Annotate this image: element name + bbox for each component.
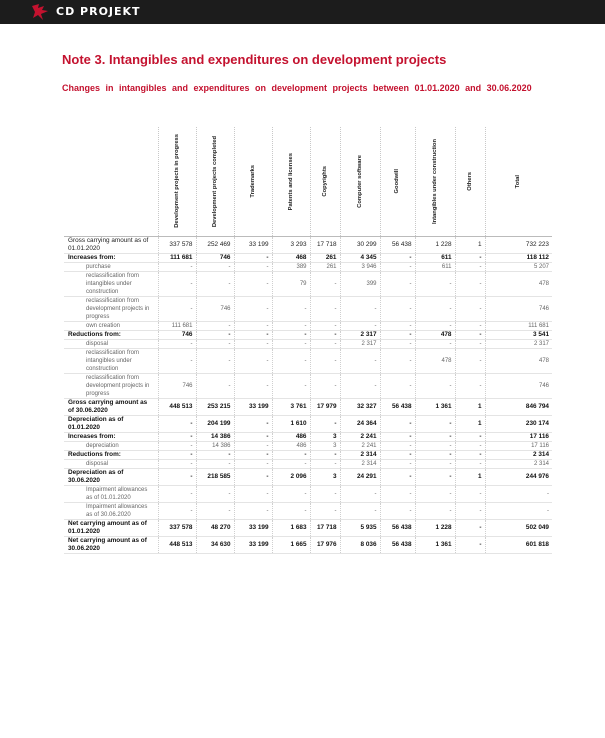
table-cell: - [455,536,485,553]
table-cell: 14 386 [196,432,234,441]
column-header [340,127,380,236]
table-cell: - [196,373,234,398]
table-cell: - [272,459,310,468]
table-cell: - [158,441,196,450]
table-cell: 24 364 [340,415,380,432]
table-cell: - [455,502,485,519]
table-cell: 1 [455,468,485,485]
table-cell: 17 976 [310,536,340,553]
table-cell: - [415,502,455,519]
column-header [196,127,234,236]
table-cell: 56 438 [380,519,415,536]
table-cell: 1 [455,236,485,253]
table-cell: - [380,321,415,330]
table-cell: 111 681 [485,321,552,330]
table-row [64,450,552,459]
table-cell: - [380,348,415,373]
table-cell: - [196,348,234,373]
table-cell: - [485,485,552,502]
table-cell: 5 935 [340,519,380,536]
table-cell: - [196,339,234,348]
table-cell: - [415,415,455,432]
table-cell: - [455,253,485,262]
table-cell: - [234,348,272,373]
table-cell: - [158,296,196,321]
table-cell: - [272,339,310,348]
column-header [272,127,310,236]
table-cell: 48 270 [196,519,234,536]
table-cell: - [310,502,340,519]
table-cell: - [158,502,196,519]
table-cell: - [485,502,552,519]
table-cell: - [272,330,310,339]
table-cell: - [415,296,455,321]
table-cell: - [380,415,415,432]
table-cell: - [158,450,196,459]
row-label: Increases from: [64,432,158,441]
table-cell: 3 [310,468,340,485]
table-cell: - [310,348,340,373]
table-row [64,373,552,398]
table-cell: 486 [272,441,310,450]
table-cell: - [340,502,380,519]
table-row [64,348,552,373]
table-cell: 3 946 [340,262,380,271]
table-row [64,502,552,519]
table-cell: - [310,415,340,432]
table-row [64,262,552,271]
table-cell: - [380,502,415,519]
table-cell: 448 513 [158,398,196,415]
row-label: Depreciation as of 01.01.2020 [64,415,158,432]
row-label: Net carrying amount as of 30.06.2020 [64,536,158,553]
table-cell: - [310,485,340,502]
table-cell: - [380,339,415,348]
table-cell: - [380,271,415,296]
table-cell: 5 207 [485,262,552,271]
column-header [234,127,272,236]
table-cell: 601 818 [485,536,552,553]
row-label: purchase [64,262,158,271]
table-cell: 252 469 [196,236,234,253]
table-cell: - [455,296,485,321]
column-header [310,127,340,236]
table-cell: 1 [455,398,485,415]
table-cell: 2 241 [340,441,380,450]
table-cell: - [234,450,272,459]
row-label: Depreciation as of 30.06.2020 [64,468,158,485]
table-row [64,441,552,450]
table-row [64,536,552,553]
table-cell: 33 199 [234,519,272,536]
table-cell: 337 578 [158,519,196,536]
table-cell: 2 317 [485,339,552,348]
table-cell: 2 314 [485,450,552,459]
table-row [64,236,552,253]
table-cell: - [455,519,485,536]
table-subtitle: Changes in intangibles and expenditures on development projects between 01.01.2020 and 30.06.2020 [62,83,532,93]
column-header-label: Trademarks [249,164,256,198]
table-cell: - [234,321,272,330]
table-cell: - [380,485,415,502]
logo-icon [30,2,50,22]
table-cell: - [158,262,196,271]
table-cell: 30 299 [340,236,380,253]
table-cell: 3 [310,441,340,450]
column-header-label: Intangibles under construction [431,138,438,224]
table-cell: - [340,373,380,398]
row-label: disposal [64,339,158,348]
table-cell: - [234,296,272,321]
table-cell: 1 228 [415,236,455,253]
table-row [64,468,552,485]
column-header [455,127,485,236]
table-cell: 3 761 [272,398,310,415]
table-row [64,398,552,415]
row-label: depreciation [64,441,158,450]
table-row [64,415,552,432]
table-cell: 111 681 [158,253,196,262]
column-header-label: Development projects completed [211,135,218,227]
table-cell: - [455,330,485,339]
table-cell: - [158,468,196,485]
table-cell: 478 [415,348,455,373]
table-cell: 244 976 [485,468,552,485]
table-cell: - [158,339,196,348]
table-cell: - [234,253,272,262]
table-cell: - [415,339,455,348]
table-cell: - [455,271,485,296]
table-cell: - [340,348,380,373]
table-cell: - [380,296,415,321]
table-row [64,339,552,348]
table-cell: 746 [485,373,552,398]
table-cell: - [158,485,196,502]
table-cell: 33 199 [234,536,272,553]
table-cell: 8 036 [340,536,380,553]
label-column-header [64,127,158,236]
table-cell: 3 541 [485,330,552,339]
table-cell: - [310,296,340,321]
table-cell: - [234,502,272,519]
row-label: Gross carrying amount as of 30.06.2020 [64,398,158,415]
table-cell: - [380,441,415,450]
table-cell: - [234,485,272,502]
table-cell: 732 223 [485,236,552,253]
table-cell: 611 [415,262,455,271]
table-cell: - [310,373,340,398]
table-cell: - [455,373,485,398]
table-cell: - [455,321,485,330]
column-header-label: Total [515,174,522,188]
table-cell: 79 [272,271,310,296]
table-row [64,519,552,536]
table-cell: 746 [158,330,196,339]
table-cell: 399 [340,271,380,296]
table-cell: - [380,373,415,398]
table-cell: 2 314 [340,450,380,459]
table-cell: - [310,271,340,296]
table-cell: - [380,468,415,485]
table-cell: 218 585 [196,468,234,485]
table-cell: - [272,296,310,321]
table-cell: 846 794 [485,398,552,415]
table-cell: - [234,468,272,485]
table-cell: 1 [455,415,485,432]
table-cell: - [415,485,455,502]
table-cell: 204 199 [196,415,234,432]
table-cell: - [455,459,485,468]
table-cell: 486 [272,432,310,441]
table-cell: 502 049 [485,519,552,536]
table-cell: 111 681 [158,321,196,330]
table-row [64,459,552,468]
table-cell: - [234,432,272,441]
column-header-label: Computer software [356,154,363,208]
table-cell: - [272,502,310,519]
table-cell: - [455,339,485,348]
table-cell: - [234,441,272,450]
row-label: own creation [64,321,158,330]
table-row [64,432,552,441]
table-cell: - [380,459,415,468]
table-cell: 17 718 [310,519,340,536]
column-header-label: Development projects in progress [173,134,180,229]
row-label: Reductions from: [64,330,158,339]
table-cell: 56 438 [380,236,415,253]
table-cell: - [380,450,415,459]
column-header-label: Patents and licenses [287,152,294,210]
table-cell: - [196,321,234,330]
table-cell: 24 291 [340,468,380,485]
table-cell: - [415,468,455,485]
brand-name: CD PROJEKT [56,5,141,18]
table-cell: 337 578 [158,236,196,253]
table-cell: - [234,262,272,271]
table-cell: 3 [310,432,340,441]
table-row [64,253,552,262]
table-cell: - [380,330,415,339]
row-label: Net carrying amount as of 01.01.2020 [64,519,158,536]
column-header-label: Goodwill [394,169,400,194]
table-cell: - [196,262,234,271]
table-cell: - [455,441,485,450]
column-header [415,127,455,236]
row-label: Reductions from: [64,450,158,459]
row-label: Impairment allowances as of 30.06.2020 [64,502,158,519]
header-bar [0,0,605,24]
table-cell: 468 [272,253,310,262]
table-cell: - [158,415,196,432]
table-cell: - [272,485,310,502]
table-cell: 56 438 [380,536,415,553]
table-cell: - [196,459,234,468]
table-cell: - [380,262,415,271]
table-row [64,271,552,296]
table-cell: 746 [485,296,552,321]
table-cell: 2 317 [340,330,380,339]
table-cell: - [415,441,455,450]
table-row [64,485,552,502]
table-cell: 1 610 [272,415,310,432]
table-cell: 2 314 [485,459,552,468]
table-cell: 261 [310,253,340,262]
table-cell: 746 [196,253,234,262]
table-cell: - [272,450,310,459]
table-cell: 1 665 [272,536,310,553]
table-cell: 448 513 [158,536,196,553]
row-label: Impairment allowances as of 01.01.2020 [64,485,158,502]
table-cell: 3 293 [272,236,310,253]
table-cell: - [234,330,272,339]
table-cell: 4 345 [340,253,380,262]
table-cell: - [196,271,234,296]
table-cell: - [158,432,196,441]
table-cell: - [234,339,272,348]
table-cell: - [272,321,310,330]
table-cell: - [415,321,455,330]
column-header-label: Copyrights [321,165,328,197]
table-cell: 14 386 [196,441,234,450]
table-cell: - [415,373,455,398]
table-cell: - [455,262,485,271]
table-cell: - [272,348,310,373]
table-cell: - [234,373,272,398]
table-cell: 389 [272,262,310,271]
row-label: reclassification from development projects in progress [64,373,158,398]
row-label: reclassification from intangibles under construction [64,348,158,373]
table-cell: 118 112 [485,253,552,262]
table-cell: 2 241 [340,432,380,441]
table-cell: 478 [485,348,552,373]
table-cell: - [455,450,485,459]
table-cell: - [415,450,455,459]
table-cell: - [196,502,234,519]
column-header-label: Others [466,171,473,191]
table-cell: 253 215 [196,398,234,415]
table-cell: - [455,432,485,441]
table-cell: - [340,296,380,321]
table-cell: 1 361 [415,398,455,415]
row-label: disposal [64,459,158,468]
table-cell: 33 199 [234,398,272,415]
table-cell: 1 361 [415,536,455,553]
table-cell: - [234,271,272,296]
table-row [64,330,552,339]
table-row [64,321,552,330]
intangibles-table [64,127,552,554]
table-cell: - [196,485,234,502]
table-cell: 478 [415,330,455,339]
table-cell: 17 979 [310,398,340,415]
table-cell: - [310,321,340,330]
column-header [158,127,196,236]
table-cell: - [415,271,455,296]
table-cell: 17 116 [485,441,552,450]
table-cell: - [196,330,234,339]
table-cell: - [380,432,415,441]
table-cell: - [158,271,196,296]
table-cell: 2 096 [272,468,310,485]
column-header [485,127,552,236]
table-cell: - [234,415,272,432]
table-cell: 33 199 [234,236,272,253]
row-label: reclassification from intangibles under construction [64,271,158,296]
table-cell: 56 438 [380,398,415,415]
row-label: Increases from: [64,253,158,262]
table-cell: 230 174 [485,415,552,432]
table-cell: - [310,339,340,348]
table-cell: - [340,321,380,330]
table-cell: 34 630 [196,536,234,553]
table-cell: - [415,432,455,441]
table-cell: - [310,459,340,468]
table-cell: 2 314 [340,459,380,468]
column-header-row [64,127,552,236]
row-label: reclassification from development projects in progress [64,296,158,321]
table-cell: - [455,485,485,502]
table-cell: - [415,459,455,468]
table-cell: - [158,348,196,373]
table-cell: 746 [196,296,234,321]
table-cell: 17 718 [310,236,340,253]
table-cell: - [340,485,380,502]
table-cell: 1 683 [272,519,310,536]
row-label: Gross carrying amount as of 01.01.2020 [64,236,158,253]
table-cell: 261 [310,262,340,271]
table-cell: - [158,459,196,468]
table-cell: 478 [485,271,552,296]
table-cell: - [196,450,234,459]
table-cell: - [234,459,272,468]
table-cell: 17 116 [485,432,552,441]
table-row [64,296,552,321]
table-cell: 32 327 [340,398,380,415]
table-cell: - [272,373,310,398]
table-cell: 2 317 [340,339,380,348]
table-cell: - [310,450,340,459]
table-cell: 746 [158,373,196,398]
table-cell: 1 228 [415,519,455,536]
table-cell: 611 [415,253,455,262]
column-header [380,127,415,236]
table-cell: - [455,348,485,373]
table-cell: - [380,253,415,262]
table-cell: - [310,330,340,339]
note-title: Note 3. Intangibles and expenditures on development projects [62,52,447,67]
